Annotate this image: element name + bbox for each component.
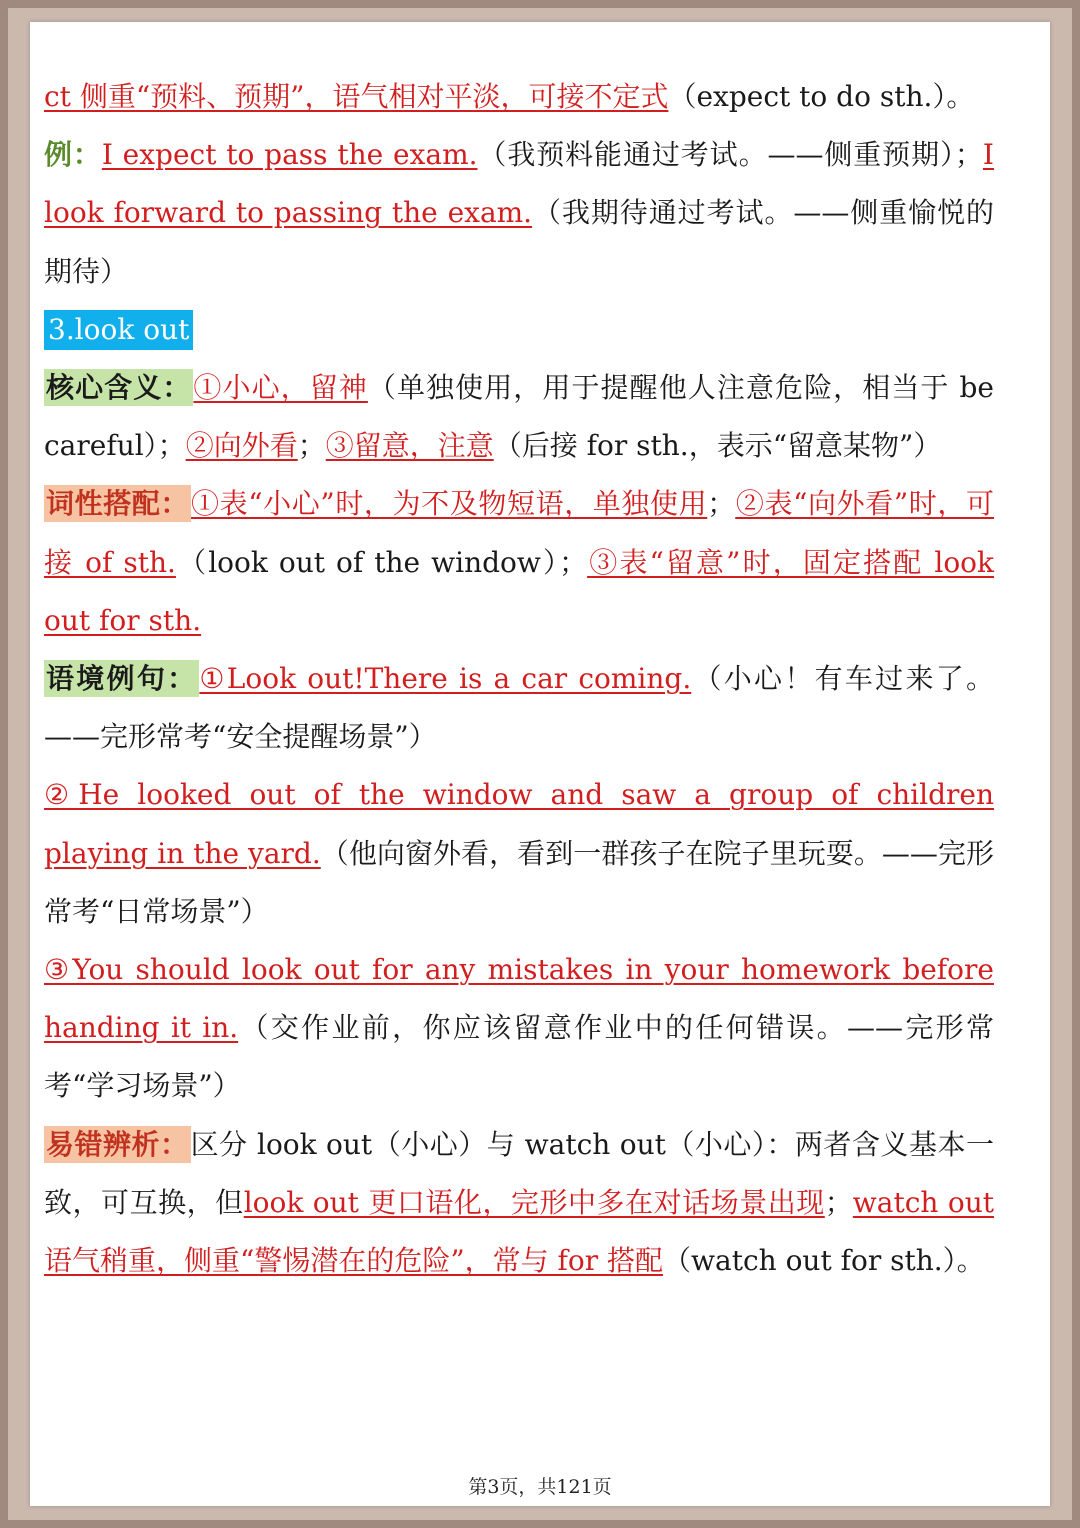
confusion-intro: 区分 look out（小心）与 watch out（小心）：两者含义基本一致，可互换，但: [44, 1127, 994, 1219]
confusion-separator: ；: [824, 1185, 853, 1219]
collocation-3: ③表“留意”时，固定搭配 look out for sth.: [44, 545, 995, 637]
collocation-separator: ；: [707, 487, 736, 521]
document-content: [44, 68, 994, 1290]
paragraph-confusion-analysis: [44, 1116, 994, 1291]
core-meaning-2: ②向外看: [185, 429, 298, 463]
context-example-2: ②He looked out of the window and saw a group of children playing in the yard.: [44, 778, 994, 870]
example-sentence-1: I expect to pass the exam.: [101, 138, 478, 172]
core-meaning-1-note: （单独使用，用于提醒他人注意危险，相当于 be careful）；: [44, 371, 994, 463]
context-example-1-translation: （小心！有车过来了。——完形常考“安全提醒场景”）: [44, 662, 994, 754]
section-title: 3.look out: [44, 310, 193, 350]
example-label: 例：: [44, 138, 102, 172]
paragraph-context-example-1: [44, 650, 994, 766]
section-heading-row: [44, 301, 994, 359]
expect-infinitive-note: （expect to do sth.）。: [668, 80, 975, 113]
page-number-footer: 第3页，共121页: [468, 1476, 612, 1498]
example-sentence-2: I look forward to passing the exam.: [44, 138, 994, 230]
context-example-2-translation: （他向窗外看，看到一群孩子在院子里玩耍。——完形常考“日常场景”）: [44, 836, 994, 928]
paragraph-expect-examples: [44, 126, 994, 301]
core-meaning-separator: ；: [297, 429, 326, 463]
paragraph-context-example-3: [44, 941, 994, 1116]
expect-emphasis-text: ct 侧重“预料、预期”，语气相对平淡，可接不定式: [44, 80, 669, 113]
core-meaning-1: ①小心，留神: [193, 371, 368, 405]
core-meaning-3-note: （后接 for sth.，表示“留意某物”）: [493, 429, 942, 463]
paragraph-core-meaning: [44, 359, 994, 475]
collocation-label: 词性搭配：: [46, 487, 190, 521]
context-example-3-translation: （交作业前，你应该留意作业中的任何错误。——完形常考“学习场景”）: [44, 1011, 994, 1103]
confusion-look-out-note: look out 更口语化，完形中多在对话场景出现: [243, 1185, 825, 1219]
context-example-1: ①Look out!There is a car coming.: [199, 662, 692, 696]
example-translation-1: （我预料能通过考试。——侧重预期）；: [477, 138, 983, 172]
confusion-watch-out-note: watch out 语气稍重，侧重“警惕潜在的危险”，常与 for 搭配: [44, 1185, 994, 1278]
core-meaning-3: ③留意，注意: [325, 429, 494, 463]
example-translation-2: （我期待通过考试。——侧重愉悦的期待）: [44, 196, 994, 288]
context-examples-label: 语境例句：: [46, 662, 198, 696]
collocation-1: ①表“小心”时，为不及物短语，单独使用: [191, 487, 708, 521]
paragraph-context-example-2: [44, 766, 994, 941]
confusion-pattern: （watch out for sth.）。: [663, 1244, 985, 1278]
collocation-2: ②表“向外看”时，可接 of sth.: [44, 487, 994, 579]
paragraph-expect-definition: [44, 68, 994, 126]
collocation-2-example: （look out of the window）；: [175, 545, 588, 579]
core-meaning-label: 核心含义：: [46, 371, 192, 405]
confusion-label: 易错辨析：: [46, 1127, 189, 1161]
paragraph-collocation: [44, 475, 994, 650]
context-example-3: ③You should look out for any mistakes in your homework before handing it in.: [44, 953, 994, 1045]
